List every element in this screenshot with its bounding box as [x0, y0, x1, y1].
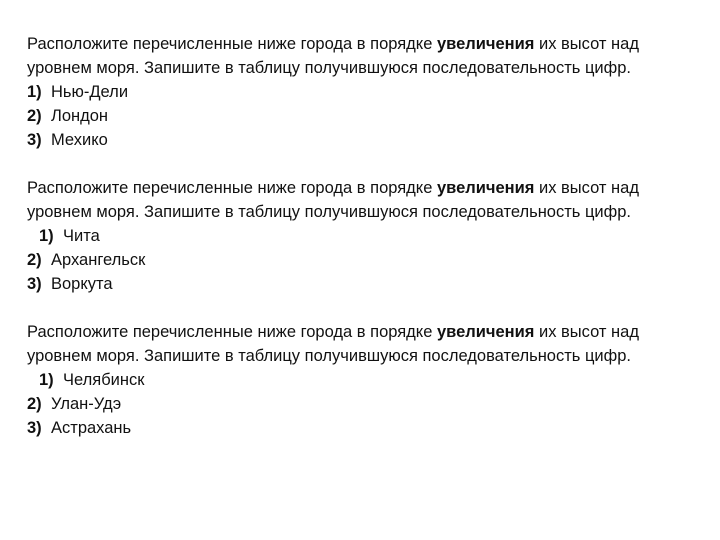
item-text: Астрахань [51, 419, 132, 437]
prompt-keyword: увеличения [436, 35, 535, 53]
task-prompt [27, 320, 697, 368]
list-item [27, 80, 697, 104]
task-3 [27, 320, 697, 440]
item-number: 1) [27, 83, 42, 101]
item-number: 2) [27, 251, 42, 269]
task-prompt [27, 176, 697, 224]
prompt-text: Расположите перечисленные ниже города в порядке [27, 179, 437, 197]
list-item [27, 128, 697, 152]
prompt-text: их высот над уровнем моря. Запишите в таблицу получившуюся последовательность цифр. [27, 35, 639, 77]
prompt-text: их высот над уровнем моря. Запишите в таблицу получившуюся последовательность цифр. [27, 323, 639, 365]
prompt-text: Расположите перечисленные ниже города в порядке [27, 35, 437, 53]
list-item [27, 272, 697, 296]
item-number: 2) [27, 107, 42, 125]
item-text: Чита [63, 227, 100, 245]
item-number: 3) [27, 131, 42, 149]
item-text: Улан-Удэ [51, 395, 122, 413]
item-text: Архангельск [51, 251, 146, 269]
city-list [27, 368, 697, 440]
city-list [27, 224, 697, 296]
list-item [27, 368, 697, 392]
prompt-keyword: увеличения [436, 323, 535, 341]
city-list [27, 80, 697, 152]
list-item [27, 104, 697, 128]
prompt-text: Расположите перечисленные ниже города в порядке [27, 323, 437, 341]
item-text: Нью-Дели [51, 83, 129, 101]
list-item [27, 224, 697, 248]
item-text: Мехико [51, 131, 108, 149]
item-text: Воркута [51, 275, 113, 293]
list-item [27, 392, 697, 416]
item-number: 2) [27, 395, 42, 413]
list-item [27, 248, 697, 272]
item-text: Лондон [51, 107, 109, 125]
task-prompt [27, 32, 697, 80]
task-1 [27, 32, 697, 152]
prompt-keyword: увеличения [436, 179, 535, 197]
document-page [27, 32, 697, 464]
list-item [27, 416, 697, 440]
item-number: 1) [39, 227, 54, 245]
task-2 [27, 176, 697, 296]
prompt-text: их высот над уровнем моря. Запишите в таблицу получившуюся последовательность цифр. [27, 179, 639, 221]
item-number: 1) [39, 371, 54, 389]
item-number: 3) [27, 275, 42, 293]
item-number: 3) [27, 419, 42, 437]
item-text: Челябинск [63, 371, 145, 389]
